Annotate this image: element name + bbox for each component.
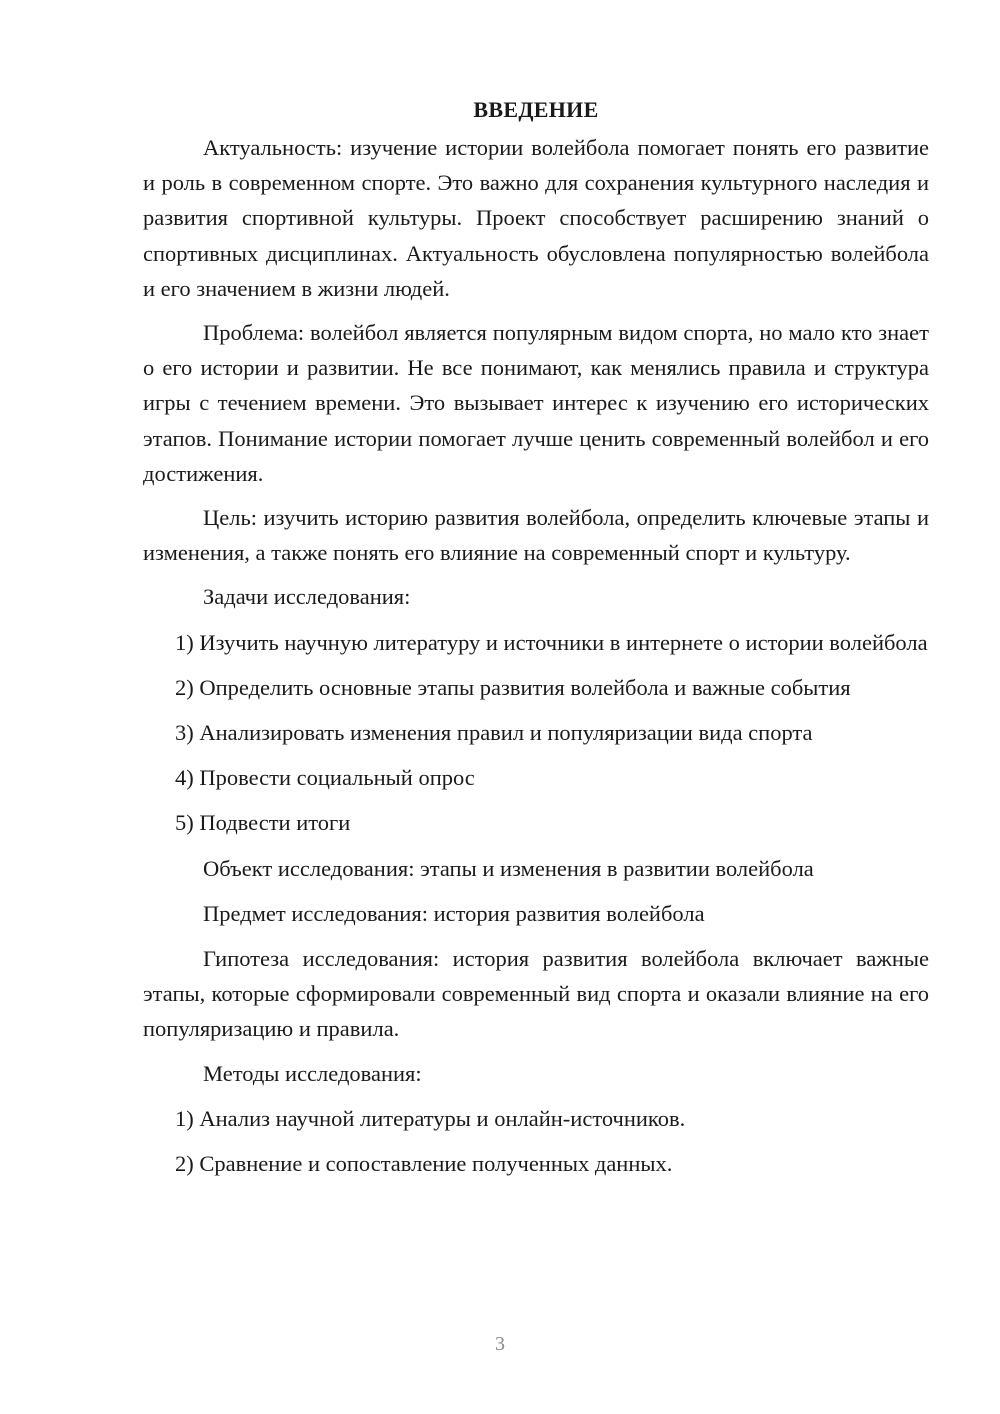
relevance-paragraph: Актуальность: изучение истории волейбола помогает понять его развитие и роль в современном спорте. Это важно для сохранения культурного наследия и развития спортивной культуры. Проект способствует расширению знаний о спортивных дисциплинах. Актуальность обусловлена популярностью волейбола и его значением в жизни людей. — [143, 135, 929, 301]
hypothesis-paragraph: Гипотеза исследования: история развития волейбола включает важные этапы, которые сформировали современный вид спорта и оказали влияние на его популяризацию и правила. — [143, 946, 929, 1042]
document-title: ВВЕДЕНИЕ — [473, 97, 599, 122]
research-subject: Предмет исследования: история развития волейбола — [203, 900, 705, 926]
research-object: Объект исследования: этапы и изменения в развитии волейбола — [203, 855, 814, 881]
method-item-1: 1) Анализ научной литературы и онлайн-источников. — [175, 1105, 686, 1131]
methods-heading: Методы исследования: — [203, 1060, 422, 1086]
task-item-3: 3) Анализировать изменения правил и популяризации вида спорта — [175, 720, 813, 746]
task-item-4: 4) Провести социальный опрос — [175, 765, 475, 791]
tasks-heading: Задачи исследования: — [203, 584, 411, 610]
page-number: 3 — [495, 1333, 505, 1355]
method-item-2: 2) Сравнение и сопоставление полученных данных. — [175, 1151, 673, 1177]
task-item-1: 1) Изучить научную литературу и источники в интернете о истории волейбола — [175, 629, 928, 655]
document-page — [143, 92, 929, 1191]
task-item-2: 2) Определить основные этапы развития волейбола и важные события — [175, 674, 851, 700]
goal-paragraph: Цель: изучить историю развития волейбола, определить ключевые этапы и изменения, а также понять его влияние на современный спорт и культуру. — [143, 505, 929, 566]
task-item-5: 5) Подвести итоги — [175, 810, 351, 836]
problem-paragraph: Проблема: волейбол является популярным видом спорта, но мало кто знает о его истории и развитии. Не все понимают, как менялись правила и структура игры с течением времени. Это вызывает интерес к изучению его исторических этапов. Понимание истории помогает лучше ценить современный волейбол и его достижения. — [143, 320, 929, 486]
